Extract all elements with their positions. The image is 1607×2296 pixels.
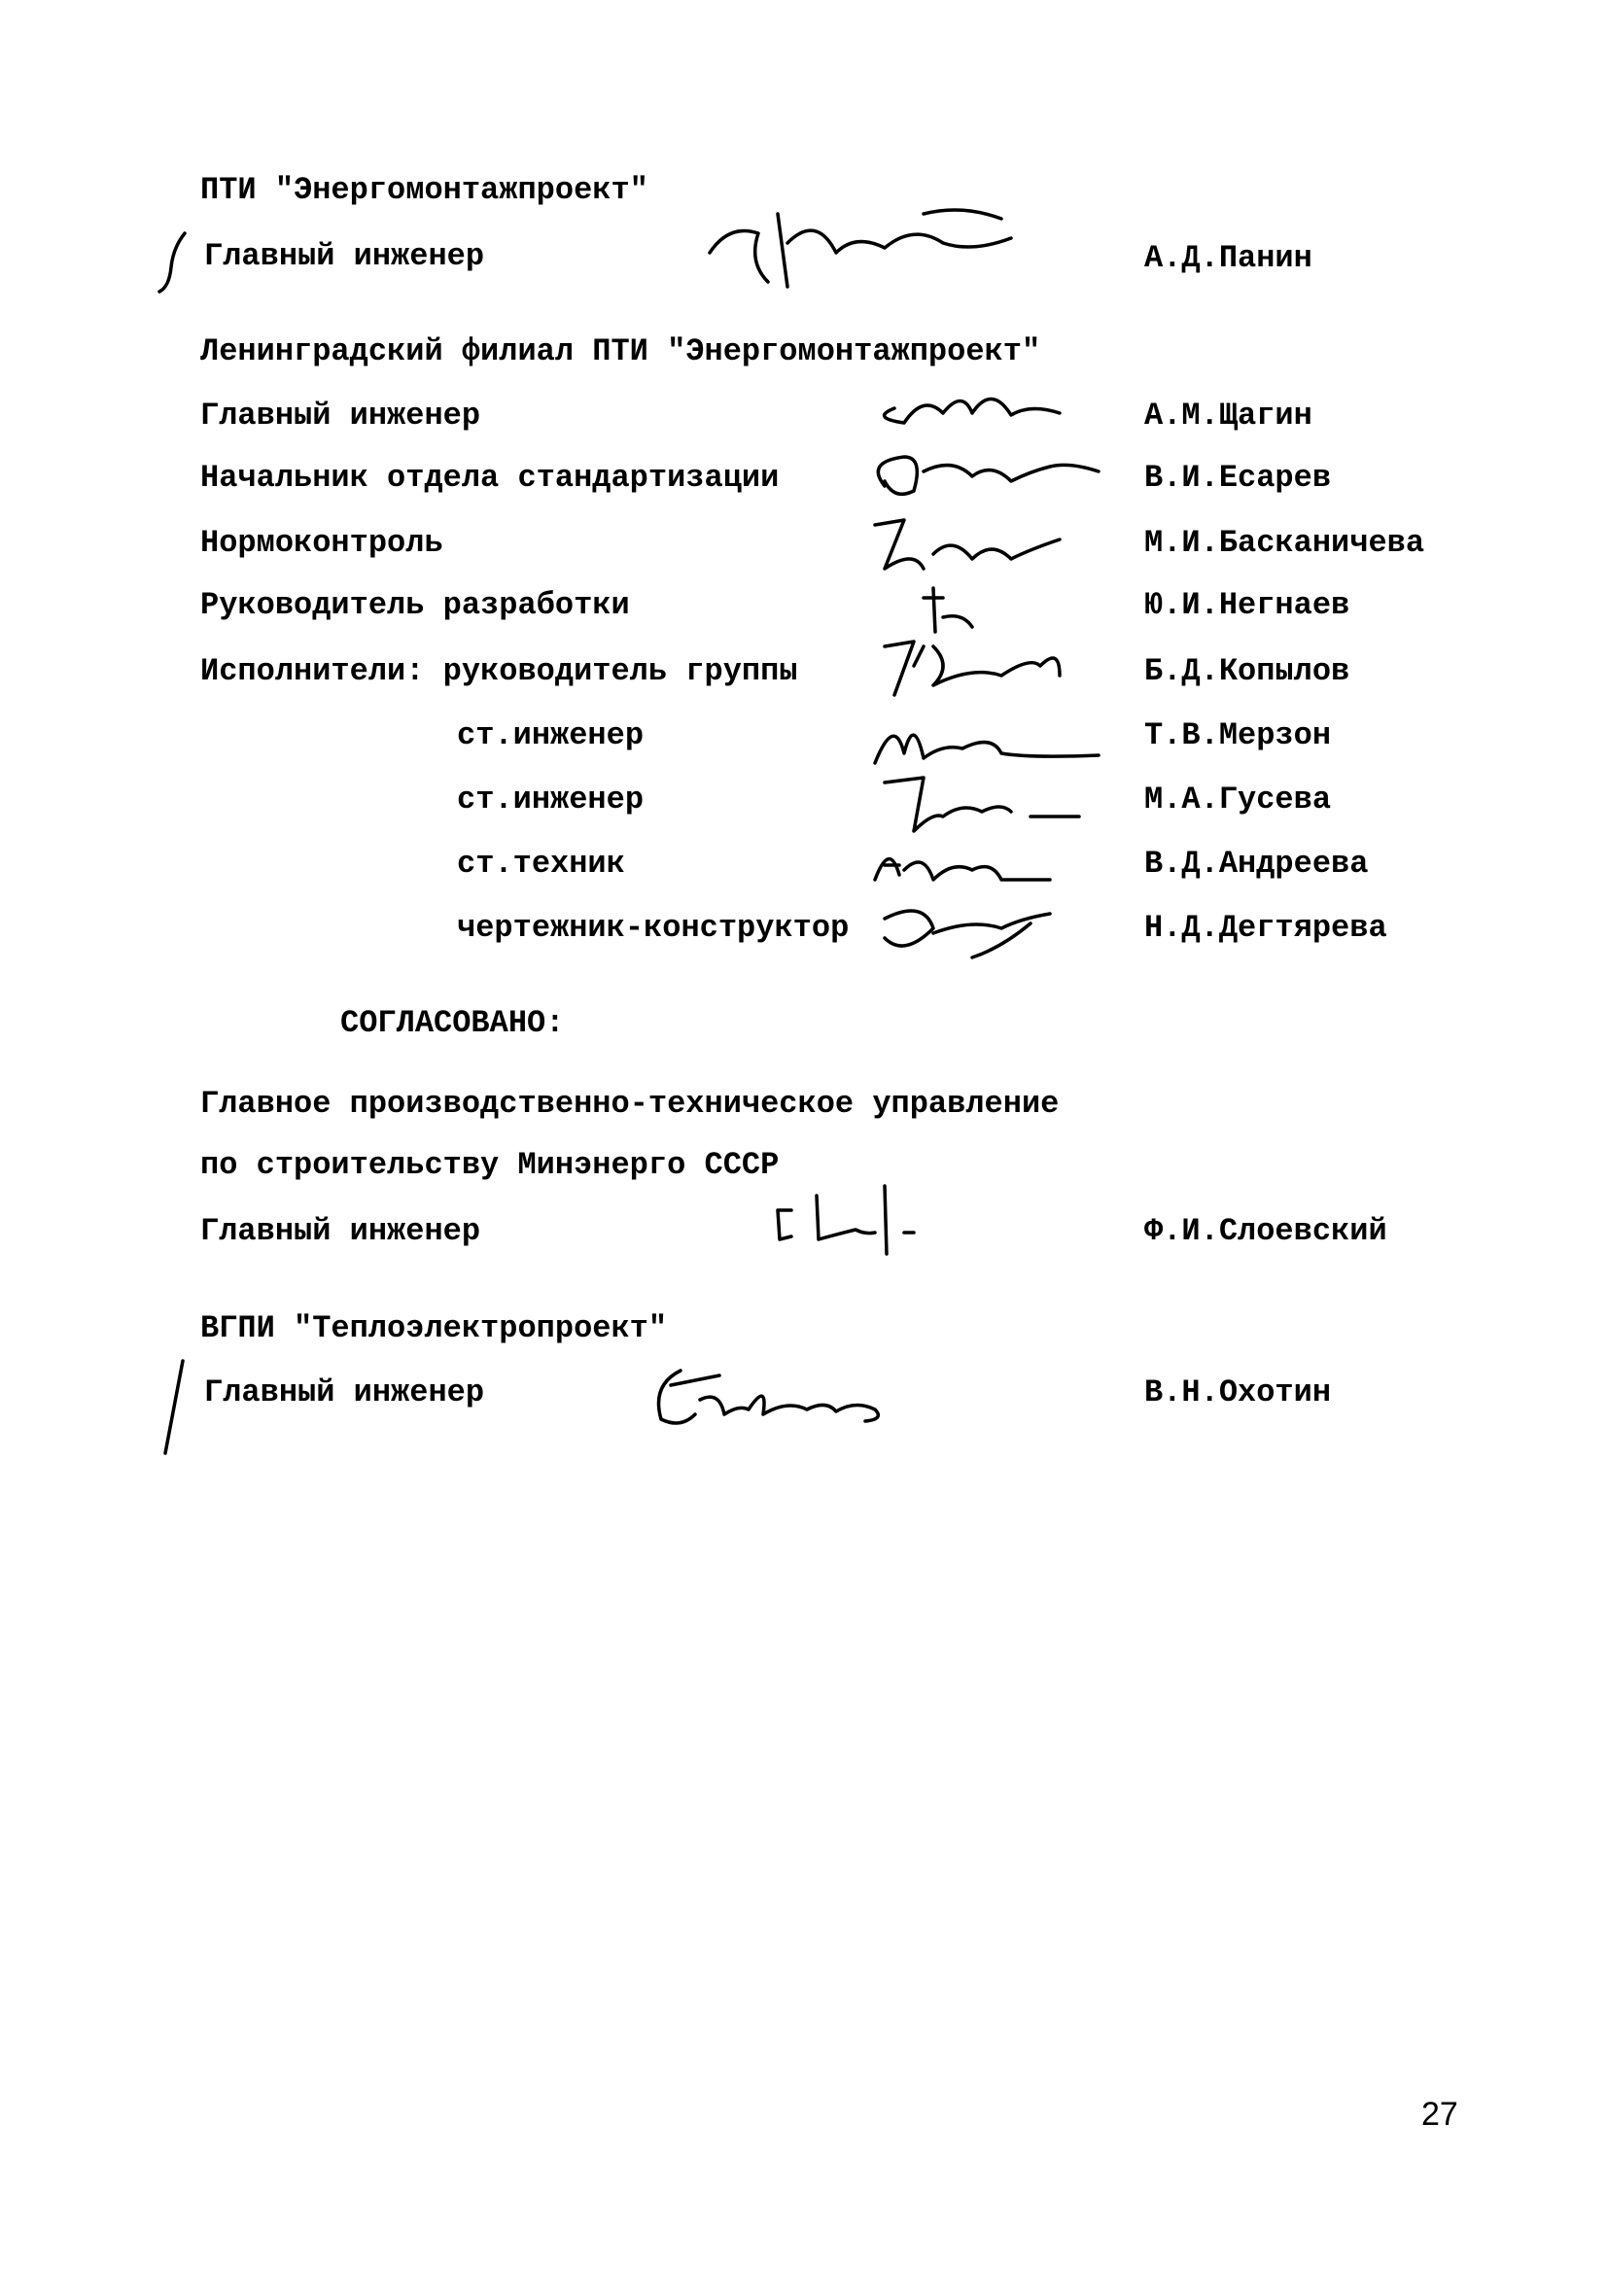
org-title: по строительству Минэнерго СССР <box>200 1147 780 1183</box>
signatures-column <box>865 374 1118 977</box>
signatory-name: М.И.Басканичева <box>1144 525 1425 561</box>
signatory-name: А.Д.Панин <box>1144 240 1312 276</box>
role-label: Нормоконтроль <box>200 525 443 561</box>
org-title: Главное производственно-техническое управление <box>200 1086 1060 1122</box>
org-title: ПТИ "Энергомонтажпроект" <box>200 172 648 208</box>
margin-mark <box>156 1356 194 1463</box>
role-label: ст.техник <box>457 846 625 882</box>
signatory-name: Б.Д.Копылов <box>1144 653 1350 689</box>
margin-mark <box>156 228 194 296</box>
role-label: Начальник отдела стандартизации <box>200 460 780 496</box>
role-label: Руководитель разработки <box>200 587 630 623</box>
signatory-name: В.Д.Андреева <box>1144 846 1369 882</box>
role-label: ст.инженер <box>457 717 645 753</box>
signature <box>642 1351 914 1439</box>
role-label: Главный инженер <box>200 1213 481 1249</box>
signatory-name: Т.В.Мерзон <box>1144 717 1332 753</box>
role-label: Главный инженер <box>200 398 481 434</box>
signatory-name: Ф.И.Слоевский <box>1144 1213 1387 1249</box>
signatory-name: Н.Д.Дегтярева <box>1144 910 1387 946</box>
role-label: чертежник-конструктор <box>457 910 850 946</box>
signatory-name: В.Н.Охотин <box>1144 1374 1332 1410</box>
signature <box>690 194 1040 301</box>
role-label: Главный инженер <box>204 1374 485 1410</box>
role-label: Главный инженер <box>204 238 485 274</box>
org-title: ВГПИ "Теплоэлектропроект" <box>200 1310 668 1346</box>
role-label: ст.инженер <box>457 782 645 818</box>
signatory-name: Ю.И.Негнаев <box>1144 587 1350 623</box>
signature <box>758 1157 1031 1264</box>
agreed-heading: СОГЛАСОВАНО: <box>340 1005 565 1041</box>
page-number: 27 <box>1421 2096 1458 2133</box>
signatory-name: М.А.Гусева <box>1144 782 1332 818</box>
signatory-name: В.И.Есарев <box>1144 460 1332 496</box>
role-label: Исполнители: руководитель группы <box>200 653 798 689</box>
org-title: Ленинградский филиал ПТИ "Энергомонтажпроект" <box>200 333 1041 369</box>
signatory-name: А.М.Щагин <box>1144 398 1312 434</box>
